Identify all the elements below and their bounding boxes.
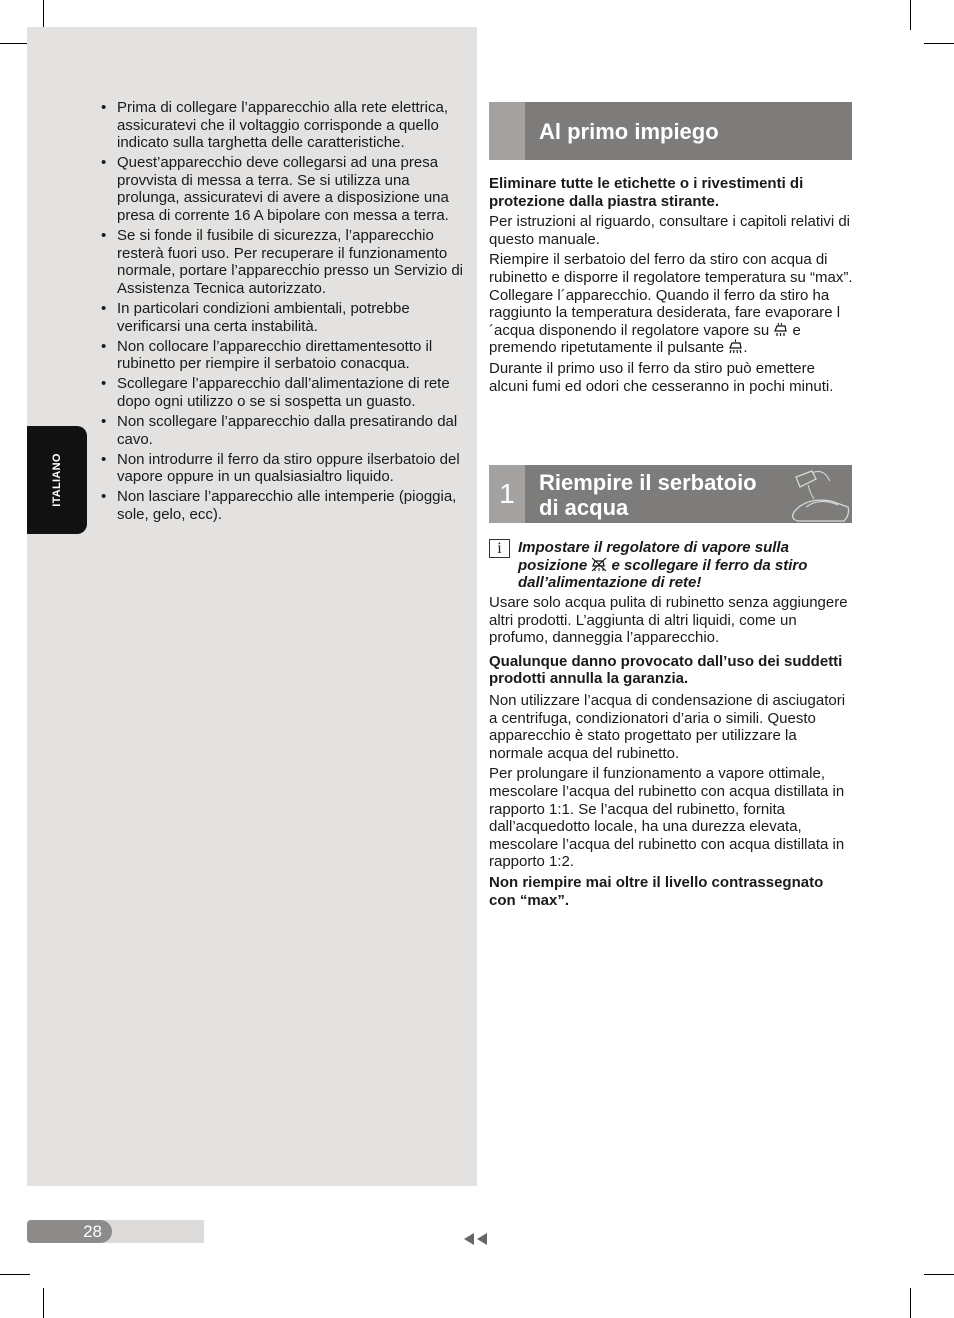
text-span: e premendo ripetutamente il pulsante bbox=[489, 321, 801, 357]
first-use-p2 bbox=[489, 251, 854, 357]
language-label: ITALIANO bbox=[51, 453, 63, 507]
list-item: • Non lasciare l’apparecchio alle intemperie (pioggia, sole, gelo, ecc). bbox=[99, 488, 469, 523]
list-item: • Se si fonde il fusibile di sicurezza, l’apparecchio resterà fuori uso. Per recuperare il funzionamento normale, portare l’apparecchio presso un Servizio di Assistenza Tecnica autorizzato. bbox=[99, 227, 469, 297]
list-item: • Non collocare l’apparecchio direttamentesotto il rubinetto per riempire il serbatoio conacqua. bbox=[99, 338, 469, 373]
fill-bold1: Qualunque danno provocato dall’uso dei suddetti prodotti annulla la garanzia. bbox=[489, 652, 843, 688]
section-header-fill-tank bbox=[489, 465, 852, 523]
safety-list bbox=[99, 99, 469, 526]
text-span: Riempire il serbatoio del ferro da stiro con acqua di rubinetto e disporre il regolatore temperatura su “max”. Collegare l´apparecchio. Quando il ferro da stiro ha raggiunto la temperatura desiderata, fare evaporare l´acqua disponendo il regolatore vapore su bbox=[489, 251, 853, 339]
crop-mark bbox=[43, 0, 44, 30]
section-header-first-use bbox=[489, 102, 852, 160]
steam-max-icon bbox=[773, 322, 788, 337]
first-use-p3: Durante il primo uso il ferro da stiro può emettere alcuni fumi ed odori che cesseranno in pochi minuti. bbox=[489, 359, 834, 395]
crop-mark bbox=[910, 0, 911, 30]
title-line: di acqua bbox=[539, 495, 629, 520]
title-line: Riempire il serbatoio bbox=[539, 470, 757, 495]
list-item: • Prima di collegare l’apparecchio alla rete elettrica, assicuratevi che il voltaggio corrisponde a quello indicato sulla targhetta delle caratteristiche. bbox=[99, 99, 469, 152]
fill-p3: Per prolungare il funzionamento a vapore ottimale, mescolare l’acqua del rubinetto con acqua distillata in rapporto 1:1. Se l’acqua del rubinetto, fornita dall’acquedotto locale, ha una durezza elevata, mescolare l’acqua del rubinetto con acqua distillata in rapporto 1:2. bbox=[489, 765, 845, 871]
section-number-box bbox=[489, 102, 525, 160]
crop-mark bbox=[910, 1288, 911, 1318]
crop-mark bbox=[0, 1274, 30, 1275]
crop-mark bbox=[0, 43, 30, 44]
section-number: 1 bbox=[489, 465, 525, 523]
list-item: • Scollegare l’apparecchio dall’alimentazione di rete dopo ogni utilizzo o se si sospetta un guasto. bbox=[99, 375, 469, 410]
list-item: • In particolari condizioni ambientali, potrebbe verificarsi una certa instabilità. bbox=[99, 300, 469, 335]
steam-off-icon bbox=[591, 557, 607, 572]
list-item: • Non introdurre il ferro da stiro oppure ilserbatoio del vapore oppure in un qualsiasialtro liquido. bbox=[99, 451, 469, 486]
fill-p1: Usare solo acqua pulita di rubinetto senza aggiungere altri prodotti. L’aggiunta di altri liquidi, come un profumo, danneggia l’apparecchio. bbox=[489, 594, 848, 647]
list-item: • Quest’apparecchio deve collegarsi ad una presa provvista di messa a terra. Se si utilizza una prolunga, assicuratevi di avere a disposizione una presa di corrente 16 A bipolare con messa a terra. bbox=[99, 154, 469, 224]
section-title bbox=[539, 470, 757, 520]
fill-p2: Non utilizzare l’acqua di condensazione di asciugatori a centrifuga, condizionatori d’aria o simili. Questo apparecchio è stato progettato per utilizzare la normale acqua del rubinetto. bbox=[489, 691, 846, 762]
text-span: . bbox=[743, 339, 748, 357]
previous-page-icon[interactable] bbox=[463, 1232, 489, 1246]
crop-mark bbox=[924, 43, 954, 44]
info-icon: i bbox=[489, 539, 510, 558]
first-use-bold-intro: Eliminare tutte le etichette o i rivestimenti di protezione dalla piastra stirante. bbox=[489, 175, 804, 210]
list-item: • Non scollegare l’apparecchio dalla presatirando dal cavo. bbox=[99, 413, 469, 448]
text-span: e scollegare il ferro da stiro dall’alimentazione di rete! bbox=[518, 556, 808, 592]
page-number-text: 28 bbox=[83, 1222, 102, 1241]
section-title: Al primo impiego bbox=[539, 119, 719, 144]
first-use-body bbox=[489, 175, 854, 398]
iron-filling-illustration bbox=[786, 467, 852, 523]
info-warning bbox=[518, 539, 853, 592]
first-use-p1: Per istruzioni al riguardo, consultare i capitoli relativi di questo manuale. bbox=[489, 213, 850, 248]
language-tab bbox=[27, 426, 87, 534]
fill-bold2: Non riempire mai oltre il livello contrassegnato con “max”. bbox=[489, 873, 824, 909]
text-span: Impostare il regolatore di vapore sulla posizione bbox=[518, 539, 789, 574]
fill-tank-body bbox=[489, 594, 854, 912]
crop-mark bbox=[43, 1288, 44, 1318]
steam-burst-icon bbox=[728, 339, 743, 354]
crop-mark bbox=[924, 1274, 954, 1275]
page-number bbox=[27, 1220, 112, 1243]
